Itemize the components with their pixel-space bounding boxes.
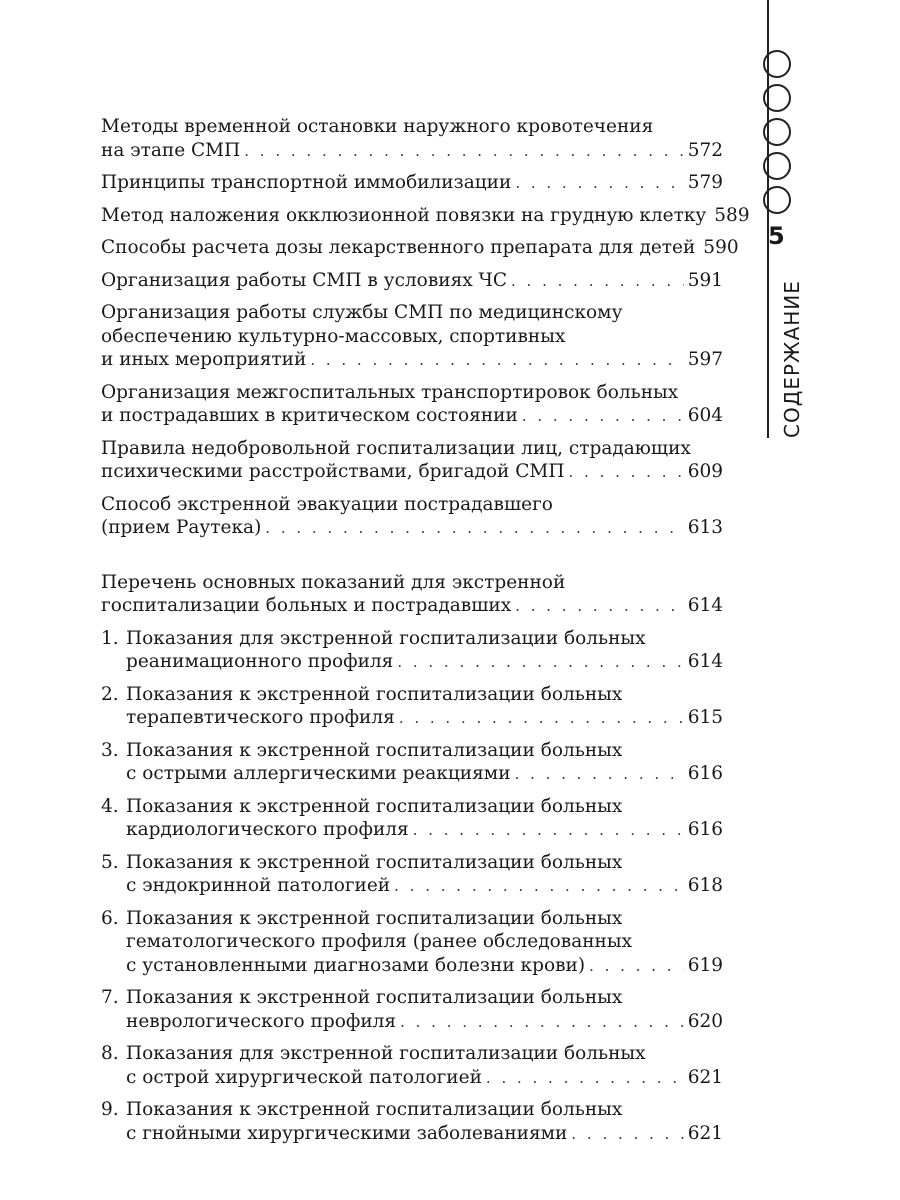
running-title: СОДЕРЖАНИЕ xyxy=(780,280,804,438)
toc-page-number: 579 xyxy=(687,172,723,193)
toc-line xyxy=(101,706,723,731)
toc-title-text: Показания к экстренной госпитализации больных xyxy=(126,683,623,705)
toc-title-text: реанимационного профиля xyxy=(126,651,394,672)
toc-item-number: 5. xyxy=(101,851,119,873)
toc-page-number: 572 xyxy=(687,139,723,161)
toc-title-text: Показания к экстренной госпитализации больных xyxy=(126,739,623,761)
toc-item-number: 4. xyxy=(101,795,119,817)
toc-title-text: Правила недобровольной госпитализации лиц, страдающих xyxy=(101,437,691,459)
toc-title-text: неврологического профиля xyxy=(126,1010,397,1032)
toc-page-number: 590 xyxy=(703,237,739,258)
toc-item-number: 9. xyxy=(101,1099,119,1120)
dot-leader xyxy=(511,270,684,294)
dot-leader xyxy=(515,763,684,787)
toc-title-text: Организация работы СМП в условиях ЧС xyxy=(101,269,508,291)
toc-line xyxy=(101,1098,723,1122)
toc-line xyxy=(101,1042,723,1066)
toc-title-text: Показания к экстренной госпитализации больных xyxy=(126,1099,623,1120)
toc-line xyxy=(101,571,723,595)
toc-line xyxy=(101,954,723,979)
toc-page-number: 620 xyxy=(687,1010,723,1032)
circle-icon xyxy=(763,118,791,146)
toc-numbered-entry[interactable] xyxy=(101,1042,723,1090)
toc-title-text: Показания к экстренной госпитализации больных xyxy=(126,987,623,1008)
toc-page-number: 609 xyxy=(687,461,723,482)
toc-title-text: с острой хирургической патологией xyxy=(126,1066,482,1088)
dot-leader xyxy=(400,1011,684,1035)
dot-leader xyxy=(589,955,684,979)
toc-line xyxy=(101,381,723,405)
toc-line xyxy=(101,762,723,787)
toc-line xyxy=(101,818,723,843)
toc-page-number: 597 xyxy=(687,349,723,370)
toc-entry[interactable] xyxy=(101,493,723,541)
toc-numbered-entry[interactable] xyxy=(101,986,723,1034)
toc-line xyxy=(101,851,723,875)
toc-line xyxy=(101,1010,723,1035)
toc-title-text: психическими расстройствами, бригадой СМП xyxy=(101,461,565,482)
dot-leader xyxy=(244,140,683,164)
toc-line xyxy=(101,1122,723,1147)
toc-entry[interactable] xyxy=(101,171,723,196)
toc-title-text: на этапе СМП xyxy=(101,139,241,161)
toc-line xyxy=(101,739,723,763)
toc-line xyxy=(101,516,723,541)
toc-title-text: Организация работы службы СМП по медицинскому xyxy=(101,302,623,323)
toc-title-text: Перечень основных показаний для экстренной xyxy=(101,571,566,593)
toc-title-text: Принципы транспортной иммобилизации xyxy=(101,172,512,193)
toc-numbered-entry[interactable] xyxy=(101,739,723,787)
toc-line xyxy=(101,594,723,619)
toc-title-text: с острыми аллергическими реакциями xyxy=(126,763,511,784)
toc-line xyxy=(101,139,723,164)
toc-item-number: 7. xyxy=(101,987,119,1008)
toc-title-text: гематологического профиля (ранее обследованных xyxy=(126,931,633,952)
circle-icon xyxy=(763,152,791,180)
toc-entry[interactable] xyxy=(101,269,723,294)
toc-line xyxy=(101,627,723,651)
toc-line xyxy=(101,348,723,373)
toc-title-text: Показания к экстренной госпитализации больных xyxy=(126,851,623,873)
dot-leader xyxy=(397,651,683,675)
toc-item-number: 2. xyxy=(101,683,119,705)
toc-page-number: 614 xyxy=(687,595,723,616)
toc-item-number: 3. xyxy=(101,739,119,761)
toc-numbered-entry[interactable] xyxy=(101,627,723,675)
toc-page-number: 616 xyxy=(687,763,723,784)
toc-page-number: 591 xyxy=(687,269,723,291)
toc-title-text: Показания к экстренной госпитализации больных xyxy=(126,795,623,817)
circle-icon xyxy=(763,84,791,112)
dot-leader xyxy=(413,819,684,843)
toc-numbered-entry[interactable] xyxy=(101,907,723,979)
dot-leader xyxy=(399,707,684,731)
toc-line xyxy=(101,404,723,429)
toc-page-number: 621 xyxy=(687,1122,723,1144)
toc-page-number: 615 xyxy=(687,707,723,728)
toc-page-number: 621 xyxy=(687,1066,723,1088)
dot-leader xyxy=(486,1067,684,1091)
toc-line xyxy=(101,171,723,196)
toc-title-text: Показания для экстренной госпитализации больных xyxy=(126,627,646,649)
table-of-contents xyxy=(101,115,750,1154)
toc-section-heading[interactable] xyxy=(101,571,723,619)
toc-title-text: Способ экстренной эвакуации пострадавшего xyxy=(101,493,553,515)
page-number: 5 xyxy=(768,222,785,250)
toc-title-text: с гнойными хирургическими заболеваниями xyxy=(126,1122,568,1144)
dot-leader xyxy=(522,405,684,429)
circle-icon xyxy=(763,50,791,78)
toc-title-text: и иных мероприятий xyxy=(101,349,307,370)
toc-item-number: 8. xyxy=(101,1043,119,1064)
toc-page-number: 618 xyxy=(687,875,723,896)
toc-page-number: 619 xyxy=(687,954,723,976)
toc-title-text: терапевтического профиля xyxy=(126,707,395,728)
toc-line xyxy=(101,986,723,1010)
toc-line xyxy=(101,795,723,819)
toc-title-text: Показания для экстренной госпитализации больных xyxy=(126,1043,646,1064)
dot-leader xyxy=(265,517,683,541)
toc-line xyxy=(101,493,723,517)
toc-line xyxy=(101,204,750,229)
toc-line xyxy=(101,460,723,485)
dot-leader xyxy=(515,172,683,196)
toc-title-text: кардиологического профиля xyxy=(126,819,409,840)
dot-leader xyxy=(394,875,684,899)
toc-entry[interactable] xyxy=(101,204,750,229)
decorative-circles xyxy=(763,50,797,220)
dot-leader xyxy=(571,1123,683,1147)
toc-line xyxy=(101,269,723,294)
toc-numbered-entry[interactable] xyxy=(101,683,723,731)
toc-title-text: Метод наложения окклюзионной повязки на грудную клетку xyxy=(101,204,707,226)
toc-page-number: 616 xyxy=(687,819,723,840)
toc-line xyxy=(101,683,723,707)
toc-page-number: 613 xyxy=(687,517,723,538)
toc-title-text: Организация межгоспитальных транспортировок больных xyxy=(101,381,679,403)
toc-page-number: 589 xyxy=(714,204,750,226)
toc-title-text: госпитализации больных и пострадавших xyxy=(101,595,512,616)
toc-entry[interactable] xyxy=(101,381,723,429)
toc-entry[interactable] xyxy=(101,236,739,261)
toc-entry[interactable] xyxy=(101,301,723,373)
toc-line xyxy=(101,115,723,139)
dot-leader xyxy=(310,349,683,373)
toc-title-text: Способы расчета дозы лекарственного препарата для детей xyxy=(101,237,696,258)
toc-line xyxy=(101,236,739,261)
toc-title-text: (прием Раутека) xyxy=(101,517,262,538)
toc-title-text: обеспечению культурно-массовых, спортивных xyxy=(101,325,566,347)
toc-entry[interactable] xyxy=(101,437,723,485)
toc-numbered-entry[interactable] xyxy=(101,1098,723,1146)
toc-title-text: с установленными диагнозами болезни крови) xyxy=(126,954,586,976)
toc-line xyxy=(101,437,723,461)
toc-page-number: 604 xyxy=(687,405,723,426)
toc-title-text: с эндокринной патологией xyxy=(126,875,391,896)
toc-title-text: Методы временной остановки наружного кровотечения xyxy=(101,116,654,137)
toc-line xyxy=(101,907,723,931)
dot-leader xyxy=(569,461,684,485)
toc-line xyxy=(101,930,723,954)
toc-item-number: 1. xyxy=(101,627,119,649)
toc-line xyxy=(101,301,723,325)
section-gap xyxy=(101,549,723,571)
toc-page-number: 614 xyxy=(687,651,723,672)
toc-line xyxy=(101,874,723,899)
toc-item-number: 6. xyxy=(101,907,119,929)
toc-numbered-entry[interactable] xyxy=(101,795,723,843)
toc-title-text: Показания к экстренной госпитализации больных xyxy=(126,907,623,929)
toc-line xyxy=(101,650,723,675)
toc-title-text: и пострадавших в критическом состоянии xyxy=(101,405,518,426)
toc-numbered-entry[interactable] xyxy=(101,851,723,899)
dot-leader xyxy=(515,595,684,619)
toc-line xyxy=(101,325,723,349)
toc-line xyxy=(101,1066,723,1091)
circle-icon xyxy=(763,186,791,214)
toc-entry[interactable] xyxy=(101,115,723,163)
